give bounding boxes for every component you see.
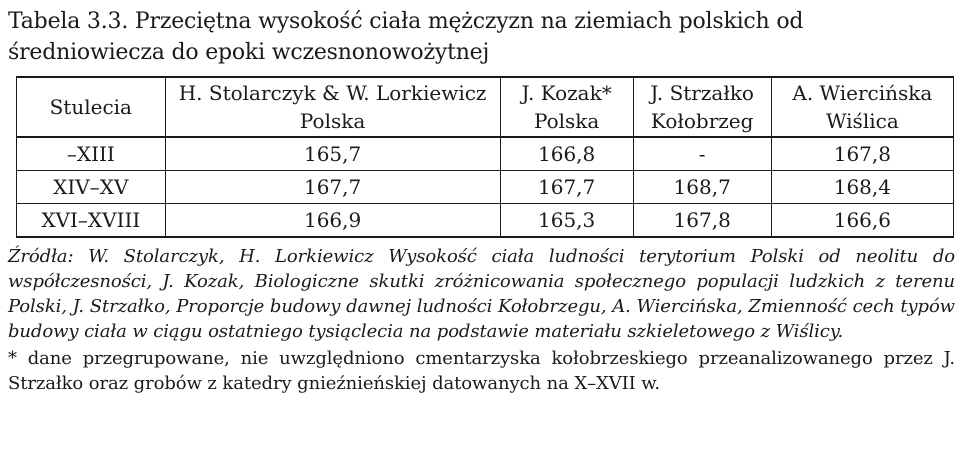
caption-line-1: Tabela 3.3. Przeciętna wysokość ciała mężczyzn na ziemiach polskich od: [8, 9, 804, 34]
sources-paragraph: Źródła: W. Stolarczyk, H. Lorkiewicz Wysokość ciała ludności terytorium Polski od neolitu do współczesności, J. Kozak, Biologiczne skutki zróżnicowania społecznego populacji ludzkich z terenu Polski, J. Strzałko, Proporcje budowy dawnej ludności Kołobrzegu, A. Wiercińska, Zmienność cech typów budowy ciała w ciągu ostatniego tysiąclecia na podstawie materiału szkieletowego z Wiślicy.: [8, 246, 955, 342]
height-table: [16, 76, 954, 238]
header-stolarczyk-region: Polska: [299, 109, 366, 133]
header-kozak: [500, 77, 633, 137]
cell-stolarczyk: 166,9: [165, 204, 500, 238]
header-wiercinska: [771, 77, 953, 137]
cell-kozak: 165,3: [500, 204, 633, 238]
cell-wiercinska: 167,8: [771, 137, 953, 171]
header-wiercinska-region: Wiślica: [825, 109, 899, 133]
header-stulecia: [17, 77, 166, 137]
header-kozak-region: Polska: [533, 109, 600, 133]
header-strzalko-region: Kołobrzeg: [650, 109, 754, 133]
header-row: [17, 77, 954, 137]
header-stolarczyk-author: H. Stolarczyk & W. Lorkiewicz: [178, 81, 487, 105]
header-strzalko: [633, 77, 771, 137]
header-wiercinska-author: A. Wiercińska: [792, 81, 933, 105]
table-row: [17, 204, 954, 238]
header-stulecia-label: Stulecia: [49, 95, 132, 119]
cell-strzalko: 168,7: [633, 171, 771, 204]
table-caption: [8, 6, 959, 68]
cell-century: XIV–XV: [17, 171, 166, 204]
cell-kozak: 166,8: [500, 137, 633, 171]
cell-century: –XIII: [17, 137, 166, 171]
cell-century: XVI–XVIII: [17, 204, 166, 238]
header-strzalko-author: J. Strzałko: [650, 81, 754, 105]
header-kozak-author: J. Kozak*: [521, 81, 612, 105]
cell-strzalko: -: [633, 137, 771, 171]
cell-wiercinska: 168,4: [771, 171, 953, 204]
cell-kozak: 167,7: [500, 171, 633, 204]
table-row: [17, 171, 954, 204]
cell-stolarczyk: 165,7: [165, 137, 500, 171]
caption-line-2: średniowiecza do epoki wczesnonowożytnej: [8, 40, 490, 65]
cell-stolarczyk: 167,7: [165, 171, 500, 204]
cell-wiercinska: 166,6: [771, 204, 953, 238]
header-stolarczyk: [165, 77, 500, 137]
table-row: [17, 137, 954, 171]
footnote-paragraph: * dane przegrupowane, nie uwzględniono cmentarzyska kołobrzeskiego przeanalizowanego przez J. Strzałko oraz grobów z katedry gnieźnieńskiej datowanych na X–XVII w.: [8, 348, 955, 394]
cell-strzalko: 167,8: [633, 204, 771, 238]
